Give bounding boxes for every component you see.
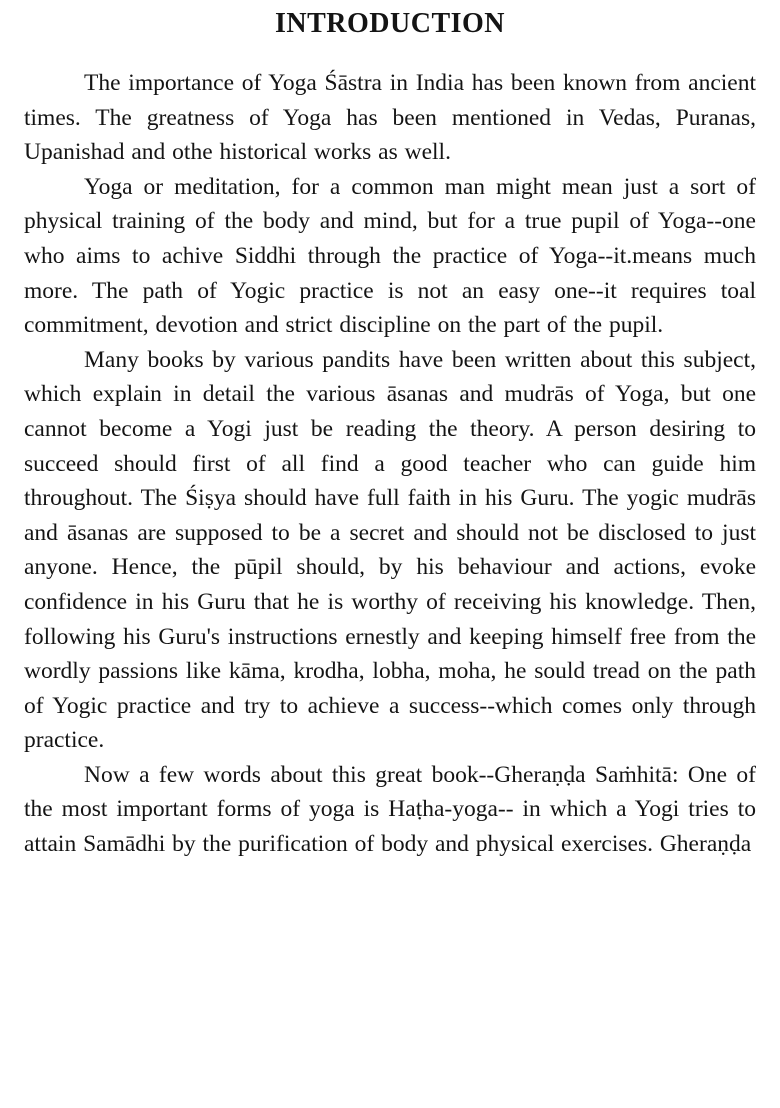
paragraph: The importance of Yoga Śāstra in India has been known from ancient times. The greatness of Yoga has been mentioned in Vedas, Puranas, Upanishad and othe historical works as well.	[24, 70, 756, 166]
body-text	[24, 66, 756, 862]
paragraph: Now a few words about this great book--Gheraṇḍa Saṁhitā: One of the most important forms of yoga is Haṭha-yoga-- in which a Yogi tries to attain Samādhi by the purification of body and physical exercises. Gheraṇḍa	[24, 761, 756, 858]
paragraph: Many books by various pandits have been written about this subject, which explain in detail the various āsanas and mudrās of Yoga, but one cannot become a Yogi just be reading the theory. A person desiring to succeed should first of all find a good teacher who can guide him throughout. The Śiṣya should have full faith in his Guru. The yogic mudrās and āsanas are supposed to be a secret and should not be disclosed to just anyone. Hence, the pūpil should, by his behaviour and actions, evoke confidence in his Guru that he is worthy of receiving his knowledge. Then, following his Guru's instructions ernestly and keeping himself free from the wordly passions like kāma, krodha, lobha, moha, he sould tread on the path of Yogic practice and try to achieve a success--which comes only through practice.	[24, 346, 756, 754]
paragraph: Yoga or meditation, for a common man might mean just a sort of physical training of the body and mind, but for a true pupil of Yoga--one who aims to achive Siddhi through the practice of Yoga--it.means much more. The path of Yogic practice is not an easy one--it requires toal commitment, devotion and strict discipline on the part of the pupil.	[24, 173, 756, 339]
page-title: INTRODUCTION	[274, 8, 506, 39]
